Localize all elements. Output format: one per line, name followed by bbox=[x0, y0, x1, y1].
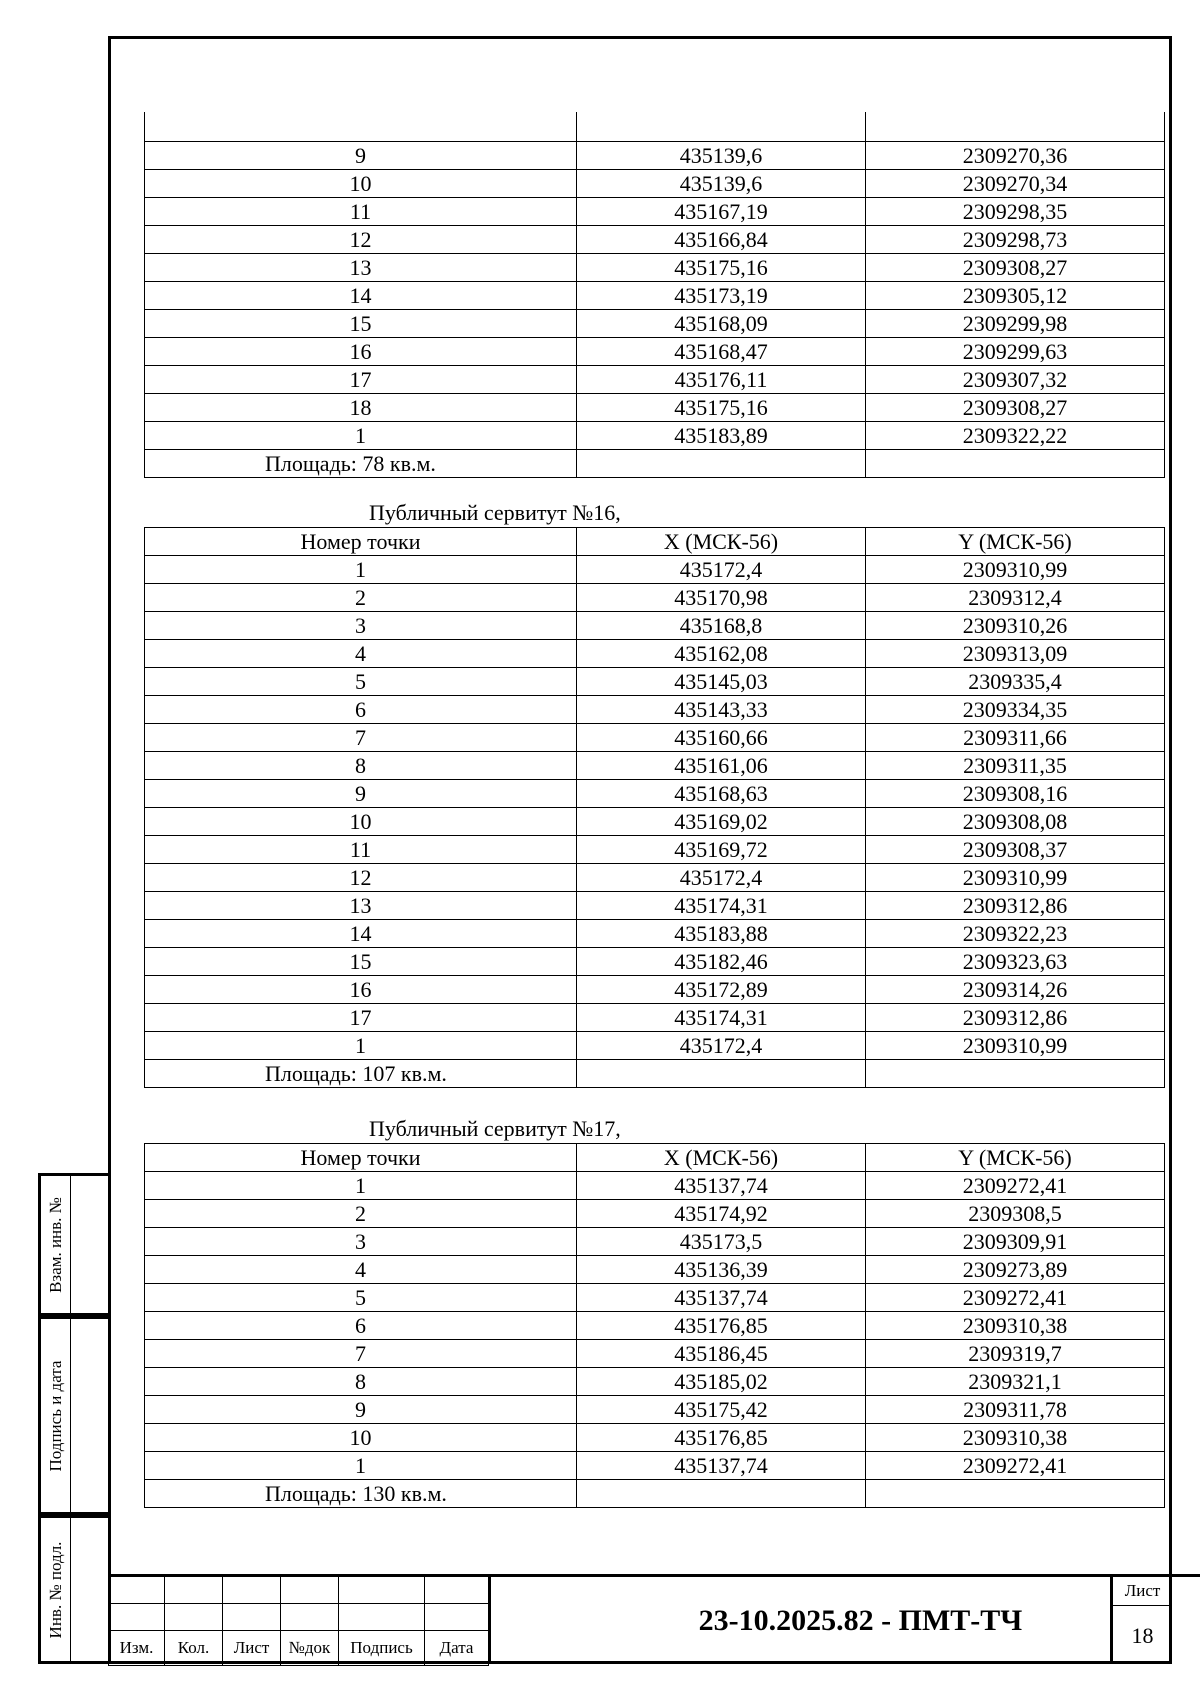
table-row bbox=[145, 1452, 1165, 1480]
y-coordinate-cell: 2309314,26 bbox=[866, 976, 1165, 1004]
point-number-cell: 1 bbox=[145, 1032, 577, 1060]
point-number-cell: 1 bbox=[145, 1172, 577, 1200]
side-stamp-signature-date bbox=[38, 1316, 108, 1515]
y-coordinate-cell: 2309308,37 bbox=[866, 836, 1165, 864]
x-coordinate-cell: 435166,84 bbox=[577, 226, 866, 254]
coordinates-table-17 bbox=[144, 1143, 1165, 1508]
continuation-section bbox=[144, 112, 1164, 478]
x-coordinate-cell: 435173,19 bbox=[577, 282, 866, 310]
sheet-label: Лист bbox=[1113, 1577, 1172, 1606]
table-row bbox=[145, 170, 1165, 198]
x-coordinate-cell: 435137,74 bbox=[577, 1452, 866, 1480]
sheet-number: 18 bbox=[1131, 1623, 1154, 1648]
col-label-doc-number: №док bbox=[281, 1631, 339, 1666]
side-label-signature-date: Подпись и дата bbox=[46, 1360, 65, 1471]
table-row bbox=[145, 696, 1165, 724]
point-number-cell: 8 bbox=[145, 752, 577, 780]
header-point-number: Номер точки bbox=[145, 1144, 577, 1172]
col-label-qty: Кол. bbox=[165, 1631, 223, 1666]
y-coordinate-cell: 2309312,86 bbox=[866, 1004, 1165, 1032]
x-coordinate-cell: 435162,08 bbox=[577, 640, 866, 668]
point-number-cell: 5 bbox=[145, 668, 577, 696]
area-row bbox=[145, 1060, 1165, 1088]
table-row bbox=[145, 1340, 1165, 1368]
y-coordinate-cell: 2309310,26 bbox=[866, 612, 1165, 640]
y-coordinate-cell: 2309311,66 bbox=[866, 724, 1165, 752]
y-coordinate-cell: 2309310,38 bbox=[866, 1424, 1165, 1452]
table-row bbox=[145, 1256, 1165, 1284]
x-coordinate-cell: 435173,5 bbox=[577, 1228, 866, 1256]
y-coordinate-cell: 2309312,86 bbox=[866, 892, 1165, 920]
point-number-cell: 3 bbox=[145, 612, 577, 640]
table-row bbox=[145, 282, 1165, 310]
table-row bbox=[145, 338, 1165, 366]
y-coordinate-cell: 2309311,35 bbox=[866, 752, 1165, 780]
point-number-cell: 15 bbox=[145, 948, 577, 976]
point-number-cell: 9 bbox=[145, 142, 577, 170]
col-label-signature: Подпись bbox=[339, 1631, 425, 1666]
header-y: Y (МСК-56) bbox=[866, 1144, 1165, 1172]
table-row bbox=[145, 1424, 1165, 1452]
side-stamp-replaced-inv bbox=[38, 1173, 108, 1316]
point-number-cell: 6 bbox=[145, 696, 577, 724]
point-number-cell: 16 bbox=[145, 976, 577, 1004]
header-x: X (МСК-56) bbox=[577, 528, 866, 556]
empty-cell bbox=[577, 1060, 866, 1088]
area-cell: Площадь: 78 кв.м. bbox=[145, 450, 577, 478]
x-coordinate-cell: 435139,6 bbox=[577, 142, 866, 170]
point-number-cell: 14 bbox=[145, 282, 577, 310]
y-coordinate-cell: 2309270,34 bbox=[866, 170, 1165, 198]
point-number-cell: 2 bbox=[145, 1200, 577, 1228]
area-row bbox=[145, 1480, 1165, 1508]
table-row bbox=[145, 948, 1165, 976]
point-number-cell: 9 bbox=[145, 780, 577, 808]
y-coordinate-cell: 2309335,4 bbox=[866, 668, 1165, 696]
servitude-16-section bbox=[144, 498, 1164, 1088]
table-row bbox=[145, 584, 1165, 612]
table-row bbox=[145, 612, 1165, 640]
x-coordinate-cell: 435175,16 bbox=[577, 394, 866, 422]
side-label-inv-original: Инв. № подл. bbox=[46, 1541, 65, 1638]
x-coordinate-cell: 435167,19 bbox=[577, 198, 866, 226]
y-coordinate-cell: 2309310,99 bbox=[866, 1032, 1165, 1060]
x-coordinate-cell: 435168,09 bbox=[577, 310, 866, 338]
point-number-cell: 12 bbox=[145, 226, 577, 254]
title-block bbox=[108, 1574, 1172, 1664]
y-coordinate-cell: 2309299,63 bbox=[866, 338, 1165, 366]
table-row bbox=[145, 556, 1165, 584]
table-row bbox=[145, 724, 1165, 752]
y-coordinate-cell: 2309298,73 bbox=[866, 226, 1165, 254]
point-number-cell: 18 bbox=[145, 394, 577, 422]
y-coordinate-cell: 2309308,27 bbox=[866, 394, 1165, 422]
point-number-cell: 1 bbox=[145, 422, 577, 450]
y-coordinate-cell: 2309305,12 bbox=[866, 282, 1165, 310]
x-coordinate-cell: 435176,85 bbox=[577, 1424, 866, 1452]
point-number-cell: 6 bbox=[145, 1312, 577, 1340]
table-row bbox=[145, 226, 1165, 254]
table-row bbox=[145, 1228, 1165, 1256]
y-coordinate-cell: 2309273,89 bbox=[866, 1256, 1165, 1284]
empty-cell bbox=[577, 450, 866, 478]
x-coordinate-cell: 435160,66 bbox=[577, 724, 866, 752]
table-row bbox=[145, 920, 1165, 948]
x-coordinate-cell: 435137,74 bbox=[577, 1172, 866, 1200]
x-coordinate-cell: 435176,11 bbox=[577, 366, 866, 394]
table-row bbox=[145, 310, 1165, 338]
x-coordinate-cell: 435174,31 bbox=[577, 892, 866, 920]
y-coordinate-cell: 2309323,63 bbox=[866, 948, 1165, 976]
y-coordinate-cell: 2309310,99 bbox=[866, 556, 1165, 584]
x-coordinate-cell: 435143,33 bbox=[577, 696, 866, 724]
section-title: Публичный сервитут №16, bbox=[369, 500, 621, 525]
point-number-cell: 2 bbox=[145, 584, 577, 612]
header-y: Y (МСК-56) bbox=[866, 528, 1165, 556]
point-number-cell: 10 bbox=[145, 808, 577, 836]
x-coordinate-cell: 435183,88 bbox=[577, 920, 866, 948]
area-cell: Площадь: 130 кв.м. bbox=[145, 1480, 577, 1508]
table-row bbox=[145, 752, 1165, 780]
point-number-cell: 11 bbox=[145, 198, 577, 226]
empty-cell bbox=[866, 1060, 1165, 1088]
col-label-date: Дата bbox=[425, 1631, 489, 1666]
col-label-change: Изм. bbox=[109, 1631, 165, 1666]
y-coordinate-cell: 2309310,99 bbox=[866, 864, 1165, 892]
x-coordinate-cell: 435185,02 bbox=[577, 1368, 866, 1396]
area-cell: Площадь: 107 кв.м. bbox=[145, 1060, 577, 1088]
y-coordinate-cell: 2309272,41 bbox=[866, 1172, 1165, 1200]
table-row bbox=[145, 142, 1165, 170]
empty-cell bbox=[866, 450, 1165, 478]
y-coordinate-cell: 2309313,09 bbox=[866, 640, 1165, 668]
table-row bbox=[145, 892, 1165, 920]
table-row bbox=[145, 808, 1165, 836]
point-number-cell: 1 bbox=[145, 556, 577, 584]
section-title: Публичный сервитут №17, bbox=[369, 1116, 621, 1141]
x-coordinate-cell: 435136,39 bbox=[577, 1256, 866, 1284]
point-number-cell: 3 bbox=[145, 1228, 577, 1256]
table-row bbox=[145, 1004, 1165, 1032]
x-coordinate-cell: 435139,6 bbox=[577, 170, 866, 198]
x-coordinate-cell: 435137,74 bbox=[577, 1284, 866, 1312]
x-coordinate-cell: 435169,02 bbox=[577, 808, 866, 836]
table-row bbox=[145, 394, 1165, 422]
y-coordinate-cell: 2309307,32 bbox=[866, 366, 1165, 394]
y-coordinate-cell: 2309308,5 bbox=[866, 1200, 1165, 1228]
y-coordinate-cell: 2309308,27 bbox=[866, 254, 1165, 282]
table-row bbox=[145, 1200, 1165, 1228]
table-row bbox=[145, 366, 1165, 394]
table-header-row bbox=[145, 1144, 1165, 1172]
side-label-replaced-inv: Взам. инв. № bbox=[46, 1196, 65, 1293]
revision-table bbox=[108, 1574, 489, 1666]
point-number-cell: 8 bbox=[145, 1368, 577, 1396]
y-coordinate-cell: 2309270,36 bbox=[866, 142, 1165, 170]
table-row bbox=[145, 976, 1165, 1004]
table-row bbox=[145, 422, 1165, 450]
y-coordinate-cell: 2309308,16 bbox=[866, 780, 1165, 808]
empty-cell bbox=[577, 1480, 866, 1508]
table-row bbox=[145, 668, 1165, 696]
point-number-cell: 4 bbox=[145, 640, 577, 668]
point-number-cell: 9 bbox=[145, 1396, 577, 1424]
table-row bbox=[145, 1368, 1165, 1396]
header-point-number: Номер точки bbox=[145, 528, 577, 556]
y-coordinate-cell: 2309334,35 bbox=[866, 696, 1165, 724]
table-row bbox=[145, 198, 1165, 226]
x-coordinate-cell: 435172,4 bbox=[577, 864, 866, 892]
x-coordinate-cell: 435172,89 bbox=[577, 976, 866, 1004]
table-row bbox=[145, 254, 1165, 282]
table-row bbox=[145, 836, 1165, 864]
y-coordinate-cell: 2309272,41 bbox=[866, 1284, 1165, 1312]
x-coordinate-cell: 435161,06 bbox=[577, 752, 866, 780]
point-number-cell: 4 bbox=[145, 1256, 577, 1284]
table-header-row bbox=[145, 528, 1165, 556]
point-number-cell: 7 bbox=[145, 1340, 577, 1368]
point-number-cell: 17 bbox=[145, 1004, 577, 1032]
y-coordinate-cell: 2309321,1 bbox=[866, 1368, 1165, 1396]
y-coordinate-cell: 2309312,4 bbox=[866, 584, 1165, 612]
x-coordinate-cell: 435175,16 bbox=[577, 254, 866, 282]
x-coordinate-cell: 435169,72 bbox=[577, 836, 866, 864]
y-coordinate-cell: 2309309,91 bbox=[866, 1228, 1165, 1256]
table-row bbox=[145, 864, 1165, 892]
x-coordinate-cell: 435168,8 bbox=[577, 612, 866, 640]
x-coordinate-cell: 435172,4 bbox=[577, 556, 866, 584]
x-coordinate-cell: 435176,85 bbox=[577, 1312, 866, 1340]
y-coordinate-cell: 2309298,35 bbox=[866, 198, 1165, 226]
table-row bbox=[145, 1284, 1165, 1312]
empty-cell bbox=[866, 1480, 1165, 1508]
sheet-box bbox=[1110, 1574, 1172, 1664]
x-coordinate-cell: 435168,63 bbox=[577, 780, 866, 808]
servitude-17-section bbox=[144, 1114, 1164, 1508]
y-coordinate-cell: 2309310,38 bbox=[866, 1312, 1165, 1340]
table-top-stub bbox=[145, 112, 1165, 142]
table-row bbox=[145, 1172, 1165, 1200]
point-number-cell: 13 bbox=[145, 254, 577, 282]
coordinates-table-continued bbox=[144, 112, 1165, 478]
point-number-cell: 12 bbox=[145, 864, 577, 892]
area-row bbox=[145, 450, 1165, 478]
x-coordinate-cell: 435186,45 bbox=[577, 1340, 866, 1368]
y-coordinate-cell: 2309308,08 bbox=[866, 808, 1165, 836]
x-coordinate-cell: 435145,03 bbox=[577, 668, 866, 696]
point-number-cell: 16 bbox=[145, 338, 577, 366]
y-coordinate-cell: 2309299,98 bbox=[866, 310, 1165, 338]
header-x: X (МСК-56) bbox=[577, 1144, 866, 1172]
x-coordinate-cell: 435175,42 bbox=[577, 1396, 866, 1424]
x-coordinate-cell: 435174,31 bbox=[577, 1004, 866, 1032]
table-row bbox=[145, 640, 1165, 668]
y-coordinate-cell: 2309319,7 bbox=[866, 1340, 1165, 1368]
coordinates-table-16 bbox=[144, 527, 1165, 1088]
y-coordinate-cell: 2309322,22 bbox=[866, 422, 1165, 450]
point-number-cell: 10 bbox=[145, 1424, 577, 1452]
table-row bbox=[145, 1312, 1165, 1340]
y-coordinate-cell: 2309272,41 bbox=[866, 1452, 1165, 1480]
y-coordinate-cell: 2309311,78 bbox=[866, 1396, 1165, 1424]
x-coordinate-cell: 435182,46 bbox=[577, 948, 866, 976]
point-number-cell: 5 bbox=[145, 1284, 577, 1312]
point-number-cell: 15 bbox=[145, 310, 577, 338]
y-coordinate-cell: 2309322,23 bbox=[866, 920, 1165, 948]
table-row bbox=[145, 1396, 1165, 1424]
x-coordinate-cell: 435168,47 bbox=[577, 338, 866, 366]
table-row bbox=[145, 780, 1165, 808]
col-label-sheet: Лист bbox=[223, 1631, 281, 1666]
point-number-cell: 10 bbox=[145, 170, 577, 198]
point-number-cell: 13 bbox=[145, 892, 577, 920]
point-number-cell: 14 bbox=[145, 920, 577, 948]
side-stamp-inv-original bbox=[38, 1515, 108, 1664]
point-number-cell: 7 bbox=[145, 724, 577, 752]
x-coordinate-cell: 435183,89 bbox=[577, 422, 866, 450]
point-number-cell: 11 bbox=[145, 836, 577, 864]
table-row bbox=[145, 1032, 1165, 1060]
point-number-cell: 17 bbox=[145, 366, 577, 394]
x-coordinate-cell: 435170,98 bbox=[577, 584, 866, 612]
x-coordinate-cell: 435172,4 bbox=[577, 1032, 866, 1060]
x-coordinate-cell: 435174,92 bbox=[577, 1200, 866, 1228]
point-number-cell: 1 bbox=[145, 1452, 577, 1480]
document-code: 23-10.2025.82 - ПМТ-ТЧ bbox=[488, 1574, 1200, 1664]
